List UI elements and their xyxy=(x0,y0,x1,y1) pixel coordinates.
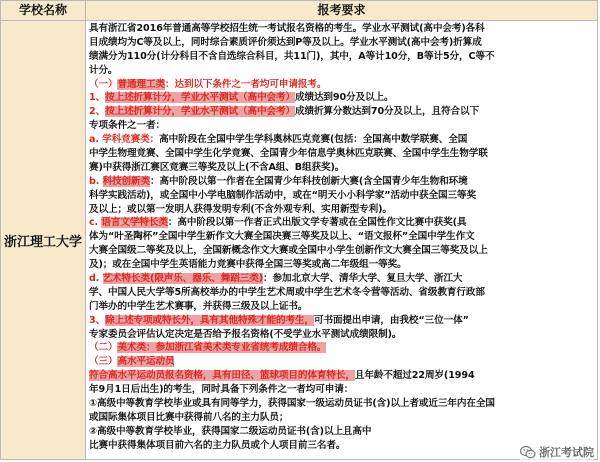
requirement-line xyxy=(89,189,595,203)
requirement-text-segment: 年9月1日后出生)的考生，同时具备下列条件之一者均可申请： xyxy=(89,384,354,396)
requirement-line xyxy=(89,230,595,244)
requirement-text-segment: 普通理工类 xyxy=(117,78,165,90)
requirement-text-segment: （二） xyxy=(89,342,118,354)
requirement-line xyxy=(89,369,595,383)
requirement-text-segment: 绩满分为110分(计分科目不含自选综合科目，共11门)，其中，A等计10分，B等计5分，C等不 xyxy=(89,50,495,62)
requirement-text-segment: 1、 xyxy=(89,92,106,104)
requirement-text-segment: b. xyxy=(89,175,103,187)
requirement-text-segment: 赛)中获得浙江赛区竞赛三等奖及以上(不含A组、B组获奖)。 xyxy=(89,161,345,173)
requirement-text-segment: 中学生物理竞赛、全国中学生化学竞赛、全国青少年信息学奥林匹克联赛、全国中学生生物学联 xyxy=(89,148,488,160)
requirement-line xyxy=(89,216,595,230)
requirement-line xyxy=(89,91,595,105)
requirement-text-segment: 可书面提出申请，由我校“三位一体” xyxy=(313,314,469,326)
requirement-text-segment: 成绩折算分数达到70分及以上，且符合以下 xyxy=(294,106,479,118)
requirement-text-segment: 成绩达到90分及以上。 xyxy=(294,92,394,104)
requirements-text xyxy=(89,22,595,459)
requirement-text-segment: 及)；或在全国中学生英语能力竞赛中获得全国三等奖或高二年级组一等奖。 xyxy=(89,259,407,271)
requirement-text-segment: ①高级中等教育学校毕业或具有同等学力，获得国家一级运动员证书(含)以上者或近三年内在全国 xyxy=(89,398,495,410)
requirement-line xyxy=(89,175,595,189)
watermark xyxy=(520,444,594,460)
requirement-text-segment: 及以上；或以第一发明人获得发明专利(不含外观专利、实用新型专利)。 xyxy=(89,203,392,215)
requirement-text-segment: 艺术特长类(限声乐、器乐、舞蹈三类) xyxy=(102,273,264,285)
requirement-text-segment: 体为“叶圣陶杯”全国中学生新作文大赛全国决赛三等奖及以上、“语文报杯”全国中学生作文 xyxy=(89,231,475,243)
requirement-text-segment: ：参加北京大学、清华大学、复旦大学、浙江大 xyxy=(263,273,463,285)
requirement-text-segment: ：达到以下条件之一者均可申请报考。 xyxy=(164,78,327,90)
requirement-line xyxy=(89,78,595,92)
requirement-line xyxy=(89,105,595,119)
requirement-text-segment: 学、中国人民大学等5所高校举办的中学生艺术周或中学生艺术冬令营等活动、省级教育行政部 xyxy=(89,286,485,298)
requirement-text-segment: 高中阶段在全国中学生学科奥林匹克竞赛(包括：全国高中数学联赛、全国 xyxy=(159,134,468,146)
requirement-text-segment: 比赛中获得集体项目前六名的主力队员或个人项目前三名者。 xyxy=(89,439,346,451)
requirement-text-segment: 美术类：参加浙江省美术类专业省统考成绩合格。 xyxy=(117,342,327,354)
requirement-line xyxy=(89,286,595,300)
requirement-text-segment: 语言文学特长类 xyxy=(101,217,168,229)
requirement-line xyxy=(89,203,595,217)
header-school-name: 学校名称 xyxy=(1,1,86,20)
requirement-line xyxy=(89,133,595,147)
requirement-line xyxy=(89,161,595,175)
requirement-text-segment: 或国际集体项目比赛中获得前八名的主力队员； xyxy=(89,411,289,423)
requirement-line xyxy=(89,425,595,439)
requirement-line xyxy=(89,258,595,272)
requirement-text-segment: （一） xyxy=(89,78,118,90)
requirement-line xyxy=(89,355,595,369)
requirement-text-segment: 且年龄不超过22周岁(1994 xyxy=(354,370,475,382)
requirement-line xyxy=(89,341,595,355)
requirement-text-segment: 除上述专项或特长外，具有其他特殊才能的考生， xyxy=(105,314,314,326)
requirement-text-segment: ：高中阶段以第一作者在全国青少年科技创新大赛(含全国青少年生物和环境 xyxy=(150,175,468,187)
requirement-text-segment: 符合高水平运动员报名资格，具有田径、篮球项目的体育特长， xyxy=(89,370,355,382)
requirement-text-segment: a. 学科竞赛类： xyxy=(89,134,160,146)
header-requirements: 报考要求 xyxy=(317,3,366,17)
requirement-line xyxy=(89,272,595,286)
requirement-line xyxy=(89,411,595,425)
requirement-text-segment: 大赛全国级二等奖及以上，全国新概念作文大赛或全国中小学生创新作文大赛全国三等奖及以上 xyxy=(89,245,488,257)
requirement-text-segment: 高水平运动员 xyxy=(117,356,175,368)
requirement-text-segment: 2、 xyxy=(89,106,106,118)
requirement-text-segment: 计分。 xyxy=(89,64,118,76)
requirement-text-segment: 3、 xyxy=(89,314,106,326)
requirement-text-segment: 专家委员会评估认定决定是否给予报名资格(不受学业水平测试成绩限制)。 xyxy=(89,328,402,340)
requirement-text-segment: d. xyxy=(89,273,103,285)
requirement-text-segment: ②高级中等教育学校毕业，获得国家二级运动员证书(含)以上且高中 xyxy=(89,425,372,437)
requirement-text-segment: 按上述折算计分，学业水平测试（高中会考） xyxy=(105,92,295,104)
requirement-text-segment: ：高中阶段以第一作者正式出版文学专著或在全国性作文比赛中获奖(具 xyxy=(167,217,467,229)
school-name: 浙江理工大学 xyxy=(3,234,82,250)
requirement-line xyxy=(89,328,595,342)
requirement-line xyxy=(89,64,595,78)
requirement-text-segment: 科技创新类 xyxy=(102,175,151,187)
requirement-text-segment: 按上述折算计分，学业水平测试（高中会考） xyxy=(105,106,295,118)
requirement-line xyxy=(89,397,595,411)
requirement-line xyxy=(89,300,595,314)
requirement-line xyxy=(89,22,595,36)
requirement-line xyxy=(89,50,595,64)
requirement-line xyxy=(89,36,595,50)
requirement-line xyxy=(89,147,595,161)
requirement-text-segment: 科学实践活动)，或全国中小学电脑制作活动中，或在“明天小小科学家”活动中获全国三等奖 xyxy=(89,189,476,201)
wechat-icon xyxy=(520,445,536,459)
requirement-text-segment: 专项条件之一者： xyxy=(89,120,165,132)
requirement-text-segment: 门举办的中学生艺术赛事，并获得三级及以上证书。 xyxy=(89,300,308,312)
requirement-text-segment: 目成绩均为C等及以上，同时综合素质评价须达到P等及以上。学业水平测试(高中会考)折算成 xyxy=(89,36,482,48)
school-name-cell xyxy=(1,21,86,459)
requirement-text-segment: 具有浙江省2016年普通高等学校招生统一考试报名资格的考生。学业水平测试(高中会考)各科 xyxy=(89,23,485,34)
requirement-line xyxy=(89,244,595,258)
requirement-text-segment: c. xyxy=(89,217,102,229)
requirement-line xyxy=(89,383,595,397)
requirement-line xyxy=(89,314,595,328)
watermark-text: 浙江考试院 xyxy=(539,446,594,459)
requirement-text-segment: （三） xyxy=(89,356,118,368)
table-header xyxy=(1,1,597,21)
requirement-line xyxy=(89,119,595,133)
